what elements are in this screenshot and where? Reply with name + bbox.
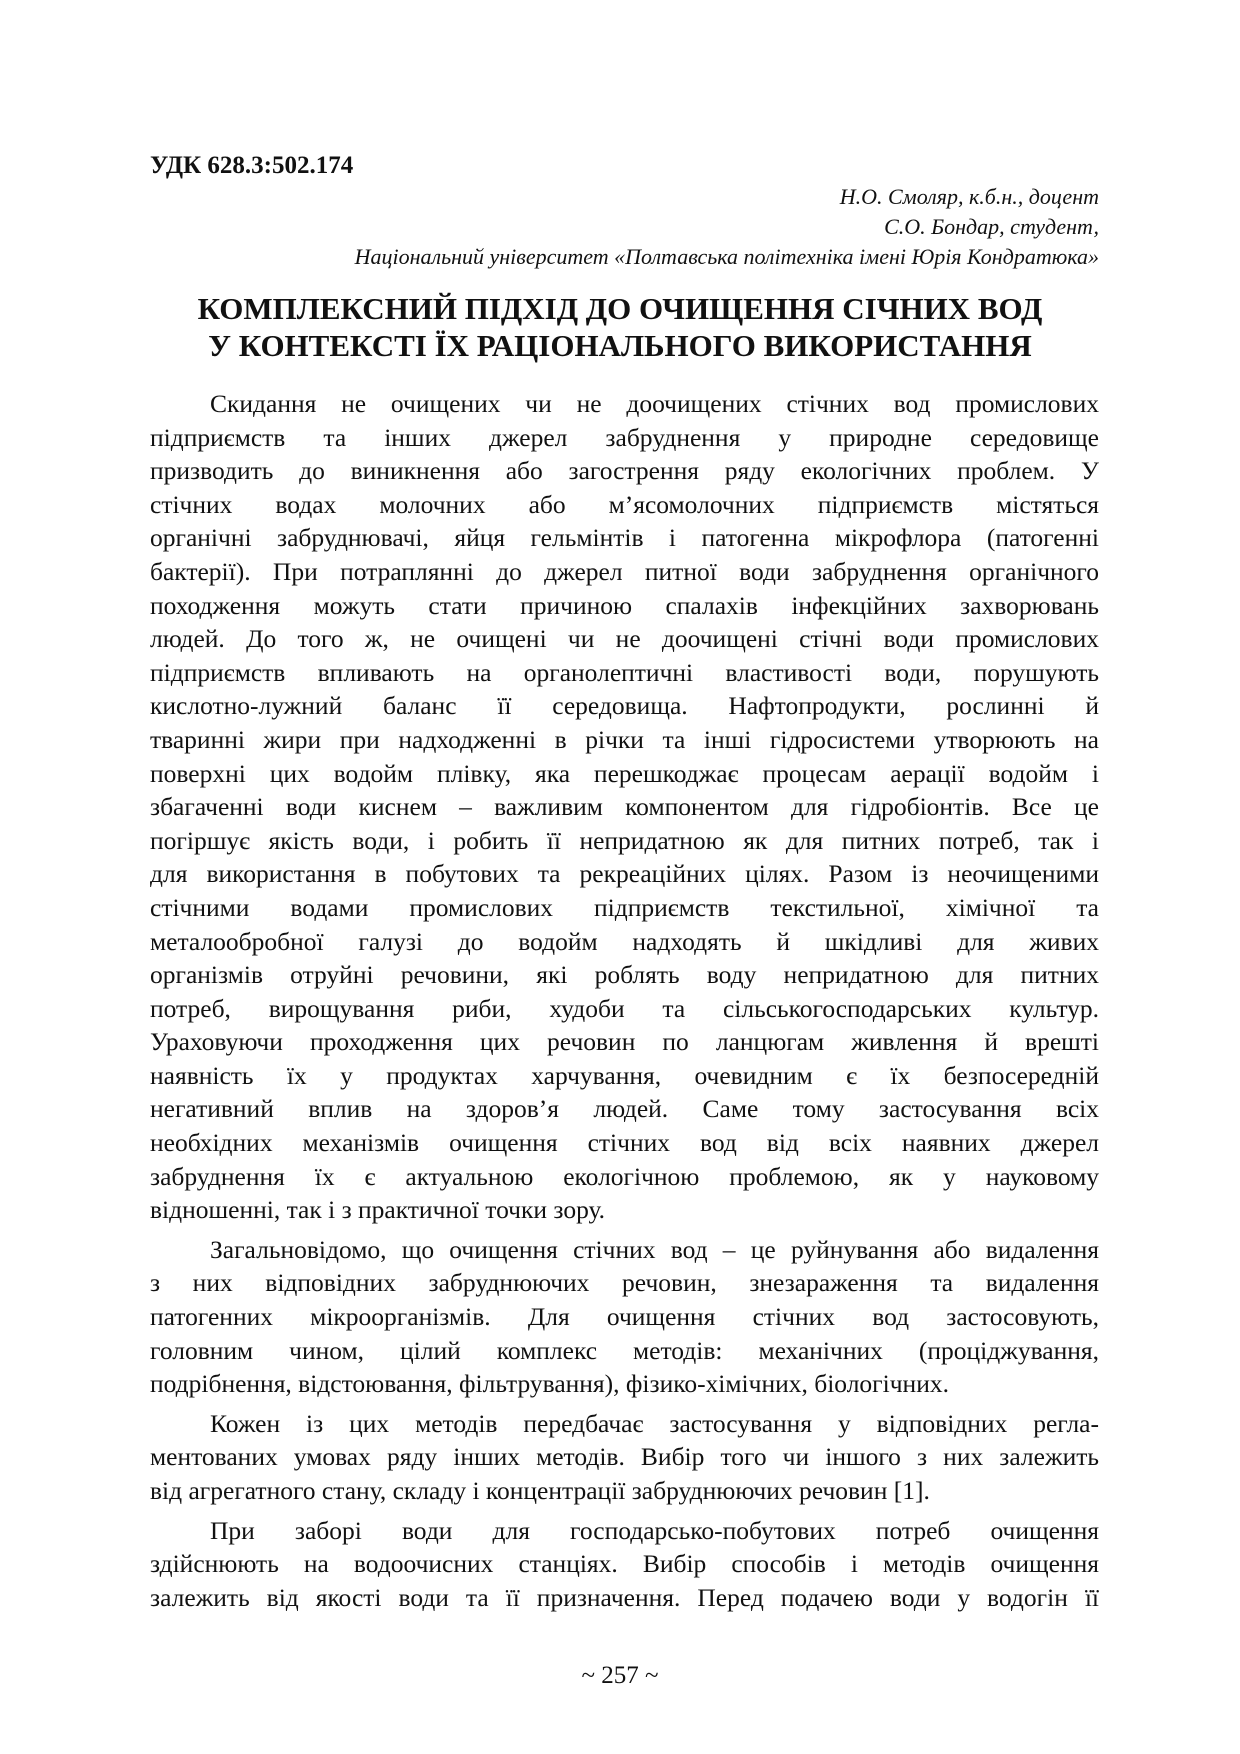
affiliation: Національний університет «Полтавська політехніка імені Юрія Кондратюка» bbox=[354, 244, 1099, 269]
text-line: Кожен із цих методів передбачає застосування у відповідних регла- bbox=[210, 1408, 1099, 1438]
text-line: Загальновідомо, що очищення стічних вод – це руйнування або видалення bbox=[210, 1234, 1099, 1264]
text-line: забруднення їх є актуальною екологічною проблемою, як у науковому bbox=[150, 1161, 1099, 1191]
paragraph bbox=[150, 1514, 1099, 1615]
text-line: Скидання не очищених чи не доочищених стічних вод промислових bbox=[210, 389, 1099, 418]
text-line: головним чином, цілий комплекс методів: механічних (проціджування, bbox=[150, 1335, 1099, 1365]
text-line: кислотно-лужний баланс її середовища. Нафтопродукти, рослинні й bbox=[150, 691, 1099, 721]
text-line: негативний вплив на здоров’я людей. Саме тому застосування всіх bbox=[150, 1094, 1099, 1124]
text-line: призводить до виникнення або загострення ряду екологічних проблем. У bbox=[150, 456, 1099, 486]
paragraph bbox=[150, 1233, 1099, 1401]
text-line: металообробної галузі до водойм надходять й шкідливі для живих bbox=[150, 926, 1099, 956]
text-line: патогенних мікроорганізмів. Для очищення стічних вод застосовують, bbox=[150, 1302, 1099, 1332]
text-line: збагаченні води киснем – важливим компонентом для гідробіонтів. Все це bbox=[150, 792, 1099, 822]
article-body bbox=[150, 387, 1099, 1620]
text-line: походження можуть стати причиною спалахів інфекційних захворювань bbox=[150, 590, 1099, 620]
text-line: бактерії). При потраплянні до джерел питної води забруднення органічного bbox=[150, 556, 1099, 586]
text-line: з них відповідних забруднюючих речовин, знезараження та видалення bbox=[150, 1268, 1099, 1298]
text-line: При заборі води для господарсько-побутових потреб очищення bbox=[210, 1515, 1099, 1545]
text-line: поверхні цих водойм плівку, яка перешкоджає процесам аерації водойм і bbox=[150, 758, 1099, 788]
text-line: від агрегатного стану, складу і концентрації забруднюючих речовин [1]. bbox=[150, 1476, 930, 1505]
text-line: наявність їх у продуктах харчування, очевидним є їх безпосередній bbox=[150, 1060, 1099, 1090]
text-line: потреб, вирощування риби, худоби та сільськогосподарських культур. bbox=[150, 993, 1099, 1023]
authors-block bbox=[355, 182, 1099, 272]
title-line-1: КОМПЛЕКСНИЙ ПІДХІД ДО ОЧИЩЕННЯ СІЧНИХ ВОД bbox=[197, 291, 1043, 326]
text-line: підприємств впливають на органолептичні властивості води, порушують bbox=[150, 657, 1099, 687]
text-line: здійснюють на водоочисних станціях. Вибір способів і методів очищення bbox=[150, 1549, 1099, 1579]
text-line: органічні забруднювачі, яйця гельмінтів і патогенна мікрофлора (патогенні bbox=[150, 523, 1099, 553]
text-line: стічних водах молочних або м’ясомолочних підприємств містяться bbox=[150, 489, 1099, 519]
article-title bbox=[0, 290, 1240, 364]
paragraph bbox=[150, 1407, 1099, 1508]
text-line: ментованих умовах ряду інших методів. Вибір того чи іншого з них залежить bbox=[150, 1442, 1099, 1472]
text-line: необхідних механізмів очищення стічних вод від всіх наявних джерел bbox=[150, 1128, 1099, 1158]
page-number: ~ 257 ~ bbox=[581, 1662, 659, 1689]
text-line: підприємств та інших джерел забруднення у природне середовище bbox=[150, 422, 1099, 452]
text-line: стічними водами промислових підприємств текстильної, хімічної та bbox=[150, 892, 1099, 922]
text-line: подрібнення, відстоювання, фільтрування), фізико-хімічних, біологічних. bbox=[150, 1369, 949, 1399]
udc-code: УДК 628.3:502.174 bbox=[150, 152, 354, 179]
paragraph bbox=[150, 387, 1099, 1227]
author-2: С.О. Бондар, студент, bbox=[884, 214, 1099, 239]
text-line: організмів отруйні речовини, які роблять воду непридатною для питних bbox=[150, 960, 1099, 990]
author-1: Н.О. Смоляр, к.б.н., доцент bbox=[839, 184, 1099, 209]
text-line: погіршує якість води, і робить її непридатною як для питних потреб, так і bbox=[150, 825, 1099, 855]
text-line: відношенні, так і з практичної точки зору. bbox=[150, 1195, 606, 1225]
text-line: залежить від якості води та її призначення. Перед подачею води у водогін її bbox=[150, 1582, 1099, 1612]
text-line: людей. До того ж, не очищені чи не доочищені стічні води промислових bbox=[150, 624, 1099, 654]
text-line: тваринні жири при надходженні в річки та інші гідросистеми утворюють на bbox=[150, 724, 1099, 754]
text-line: Ураховуючи проходження цих речовин по ланцюгам живлення й врешті bbox=[150, 1027, 1099, 1057]
text-line: для використання в побутових та рекреаційних цілях. Разом із неочищеними bbox=[150, 859, 1099, 889]
title-line-2: У КОНТЕКСТІ ЇХ РАЦІОНАЛЬНОГО ВИКОРИСТАННЯ bbox=[208, 328, 1032, 363]
